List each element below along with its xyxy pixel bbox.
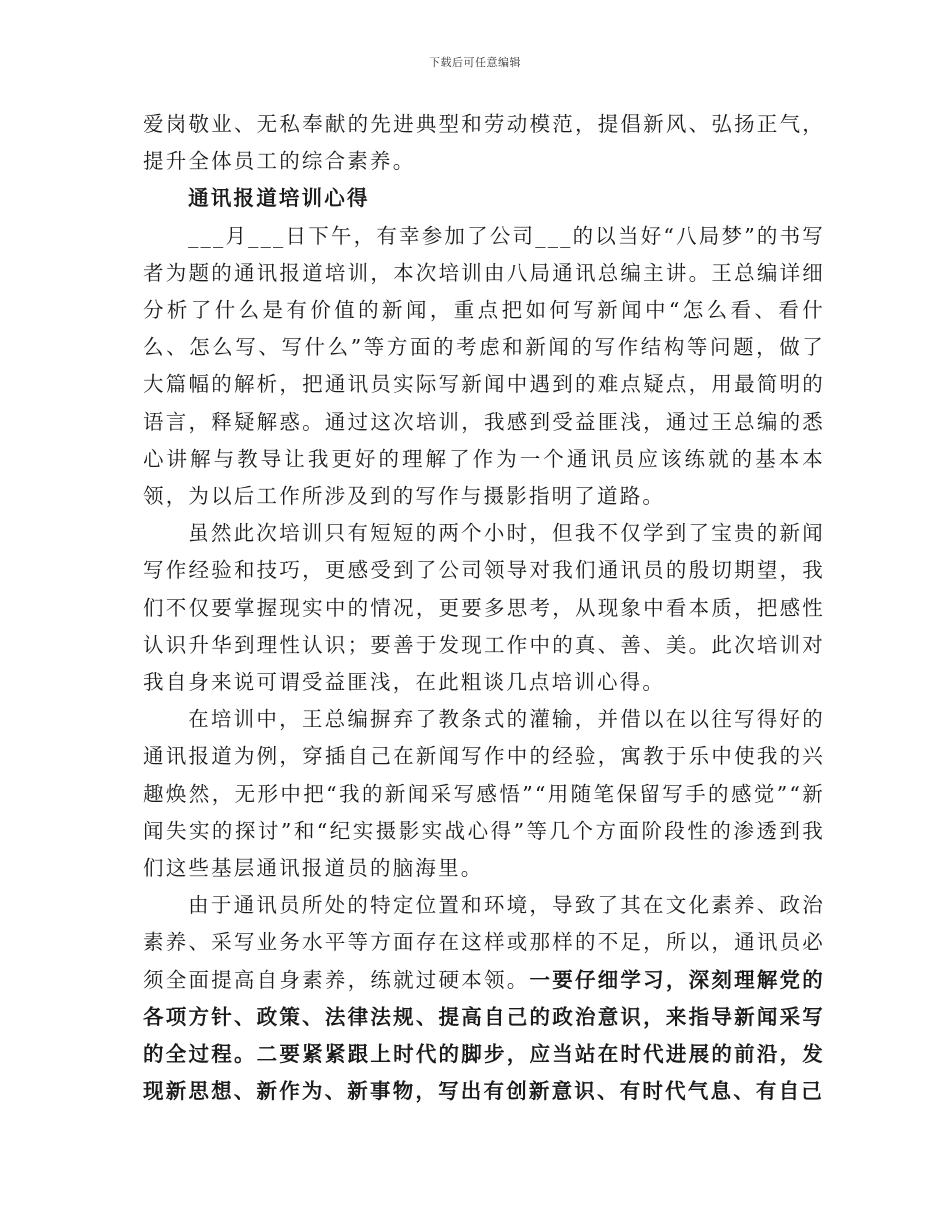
- paragraph-4-text: 由于通讯员所处的特定位置和环境，导致了其在文化素养、政治素养、采写业务水平等方面存在这样或那样的不足，所以，通讯员必须全面提高自身素养，练就过硬本领。: [143, 893, 825, 992]
- paragraph-intro: 爱岗敬业、无私奉献的先进典型和劳动模范，提倡新风、弘扬正气，提升全体员工的综合素养。: [143, 112, 825, 174]
- paragraph-4-bold-text: 一要仔细学习，深刻理解党的各项方针、政策、法律法规、提高自己的政治意识，来指导新闻采写的全过程。二要紧紧跟上时代的脚步，应当站在时代进展的前沿，发现新思想、新作为、新事物，写出有创新意识、有时代气息、有自己: [143, 967, 825, 1104]
- paragraph-3: 在培训中，王总编摒弃了教条式的灌输，并借以在以往写得好的通讯报道为例，穿插自己在新闻写作中的经验，寓教于乐中使我的兴趣焕然，无形中把“我的新闻采写感悟”“用随笔保留写手的感觉”“新闻失实的探讨”和“纪实摄影实战心得”等几个方面阶段性的渗透到我们这些基层通讯报道员的脑海里。: [143, 707, 825, 881]
- section-title: 通讯报道培训心得: [188, 186, 370, 211]
- document-body: [143, 106, 825, 1110]
- page-header: 下载后可任意编辑: [429, 56, 521, 69]
- paragraph-2: 虽然此次培训只有短短的两个小时，但我不仅学到了宝贵的新闻写作经验和技巧，更感受到了公司领导对我们通讯员的殷切期望，我们不仅要掌握现实中的情况，更要多思考，从现象中看本质，把感性认识升华到理性认识；要善于发现工作中的真、善、美。此次培训对我自身来说可谓受益匪浅，在此粗谈几点培训心得。: [143, 521, 825, 695]
- paragraph-1: ___月___日下午，有幸参加了公司___的以当好“八局梦”的书写者为题的通讯报道培训，本次培训由八局通讯总编主讲。王总编详细分析了什么是有价值的新闻，重点把如何写新闻中“怎么看、看什么、怎么写、写什么”等方面的考虑和新闻的写作结构等问题，做了大篇幅的解析，把通讯员实际写新闻中遇到的难点疑点，用最简明的语言，释疑解惑。通过这次培训，我感到受益匪浅，通过王总编的悉心讲解与教导让我更好的理解了作为一个通讯员应该练就的基本本领，为以后工作所涉及到的写作与摄影指明了道路。: [143, 223, 825, 509]
- paragraph-4: [143, 887, 825, 1110]
